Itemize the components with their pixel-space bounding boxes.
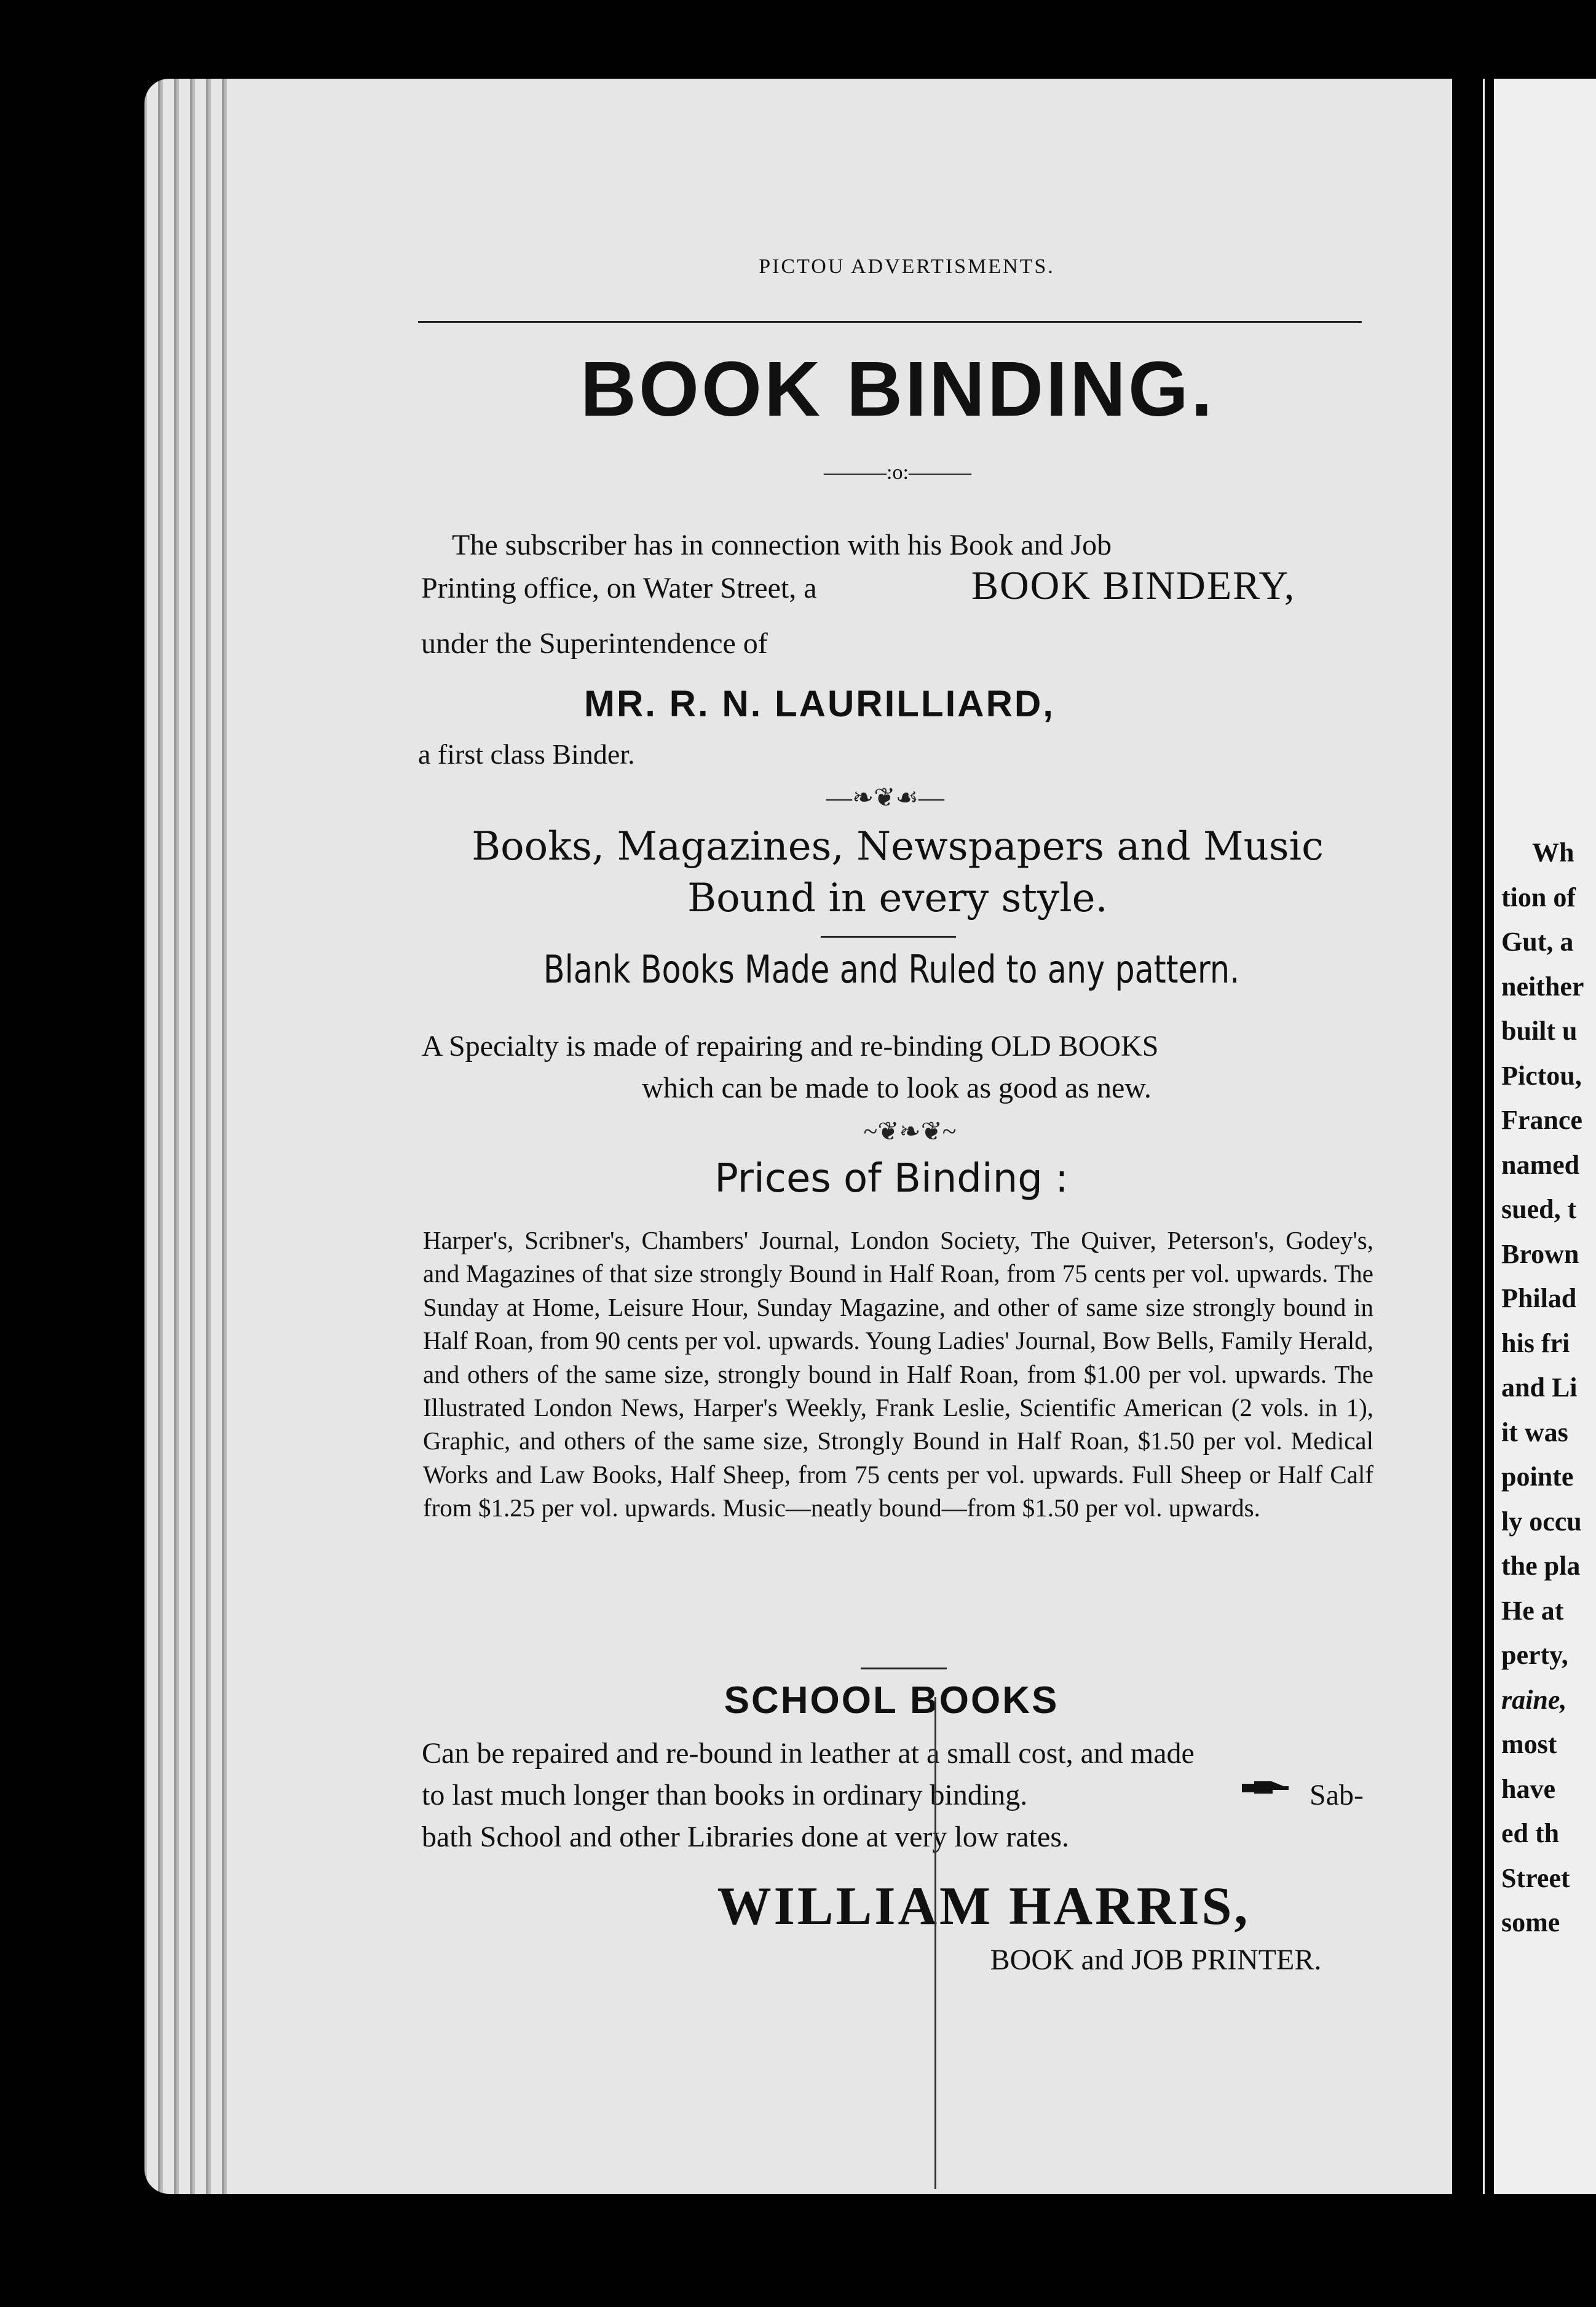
facing-page-fragment: and Li xyxy=(1501,1372,1578,1403)
signature-title: BOOK and JOB PRINTER. xyxy=(990,1944,1322,1976)
facing-page-fragment: Street xyxy=(1501,1862,1570,1893)
header-rule xyxy=(418,321,1362,323)
facing-page-fragment: ed th xyxy=(1501,1818,1560,1848)
school-line-2a: to last much longer than books in ordinary binding. xyxy=(422,1779,1028,1811)
facing-page-fragment: his fri xyxy=(1501,1328,1570,1358)
facing-page-fragment: it was xyxy=(1501,1417,1568,1447)
facing-page-fragment: most xyxy=(1501,1729,1557,1759)
superintendent-name: MR. R. N. LAURILLIARD, xyxy=(584,683,1055,724)
facing-page-fragment: tion of xyxy=(1501,882,1576,912)
facing-page-fragment: Pictou, xyxy=(1501,1060,1582,1091)
blank-books-line: Blank Books Made and Ruled to any pattern. xyxy=(543,947,1240,992)
pointing-hand-icon xyxy=(1241,1779,1290,1797)
facing-page-fragment: named xyxy=(1501,1149,1580,1180)
facing-page-fragment: neither xyxy=(1501,971,1584,1002)
school-line-1: Can be repaired and re-bound in leather at a small cost, and made xyxy=(422,1737,1195,1770)
page-title: BOOK BINDING. xyxy=(580,346,1215,432)
facing-page-fragment: sued, t xyxy=(1501,1194,1577,1224)
books-headline xyxy=(406,821,1389,924)
facing-page-fragment: France xyxy=(1501,1105,1582,1135)
facing-page-fragment: have xyxy=(1501,1773,1555,1804)
facing-page-fragment: raine, xyxy=(1501,1684,1567,1715)
small-separator: ———:o:——— xyxy=(824,461,971,484)
signature: WILLIAM HARRIS, xyxy=(717,1877,1250,1936)
facing-page-fragment: some xyxy=(1501,1907,1560,1937)
school-books-title: SCHOOL BOOKS xyxy=(724,1679,1059,1722)
facing-page-fragment: ly occu xyxy=(1501,1506,1582,1537)
ornament-divider-1: —❧❦☙— xyxy=(826,784,945,812)
scan-crease xyxy=(934,1697,936,2189)
books-line-1: Books, Magazines, Newspapers and Music xyxy=(472,824,1324,869)
books-line-2: Bound in every style. xyxy=(687,876,1108,921)
prices-body: Harper's, Scribner's, Chambers' Journal, London Society, The Quiver, Peterson's, Godey's, and Magazines of that size strongly Bound in Half Roan, from 75 cents per vol. upwards. The Sunday at Home, Leisure Hour, Sunday Magazine, and other of same size strongly bound in Half Roan, from 90 cents per vol. upwards. Young Ladies' Journal, Bow Bells, Family Herald, and others of the same size, strongly bound in Half Roan, from $1.00 per vol. upwards. The Illustrated London News, Harper's Weekly, Frank Leslie, Scientific American (2 vols. in 1), Graphic, and others of the same size, Strongly Bound in Half Roan, $1.50 per vol. Medical Works and Law Books, Half Sheep, from 75 cents per vol. upwards. Full Sheep or Half Calf from $1.25 per vol. upwards. Music—neatly bound—from $1.50 per vol. upwards. xyxy=(423,1226,1373,1522)
specialty-line-2: which can be made to look as good as new. xyxy=(642,1072,1152,1104)
book-gutter xyxy=(1452,79,1483,2194)
facing-page-fragment: Philad xyxy=(1501,1283,1577,1313)
book-bindery-label: BOOK BINDERY, xyxy=(971,563,1296,608)
intro-line-1: The subscriber has in connection with his Book and Job xyxy=(452,529,1112,561)
school-line-2b: Sab- xyxy=(1310,1779,1364,1811)
specialty-line-1: A Specialty is made of repairing and re-binding OLD BOOKS xyxy=(422,1030,1159,1062)
intro-line-3: under the Superintendence of xyxy=(421,627,768,660)
facing-page-fragment: built u xyxy=(1501,1016,1578,1046)
short-rule-2 xyxy=(861,1668,947,1669)
facing-page xyxy=(1494,79,1596,2194)
facing-page-fragment: Gut, a xyxy=(1501,927,1574,957)
ornament-divider-2: ~❦❧❦~ xyxy=(863,1118,957,1146)
running-head: PICTOU ADVERTISMENTS. xyxy=(759,255,1055,278)
facing-page-fragment: Wh xyxy=(1532,837,1574,868)
facing-page-fragment: perty, xyxy=(1501,1640,1568,1670)
short-rule-1 xyxy=(821,936,956,938)
facing-page-fragment: He at xyxy=(1501,1595,1564,1626)
facing-page-fragment: pointe xyxy=(1501,1462,1574,1492)
school-line-3: bath School and other Libraries done at very low rates. xyxy=(422,1821,1069,1853)
intro-line-2a: Printing office, on Water Street, a xyxy=(421,572,817,604)
facing-page-fragment: Brown xyxy=(1501,1238,1579,1269)
facing-page-fragment: the pla xyxy=(1501,1551,1581,1581)
prices-title: Prices of Binding : xyxy=(714,1156,1069,1201)
binder-note: a first class Binder. xyxy=(418,738,635,770)
